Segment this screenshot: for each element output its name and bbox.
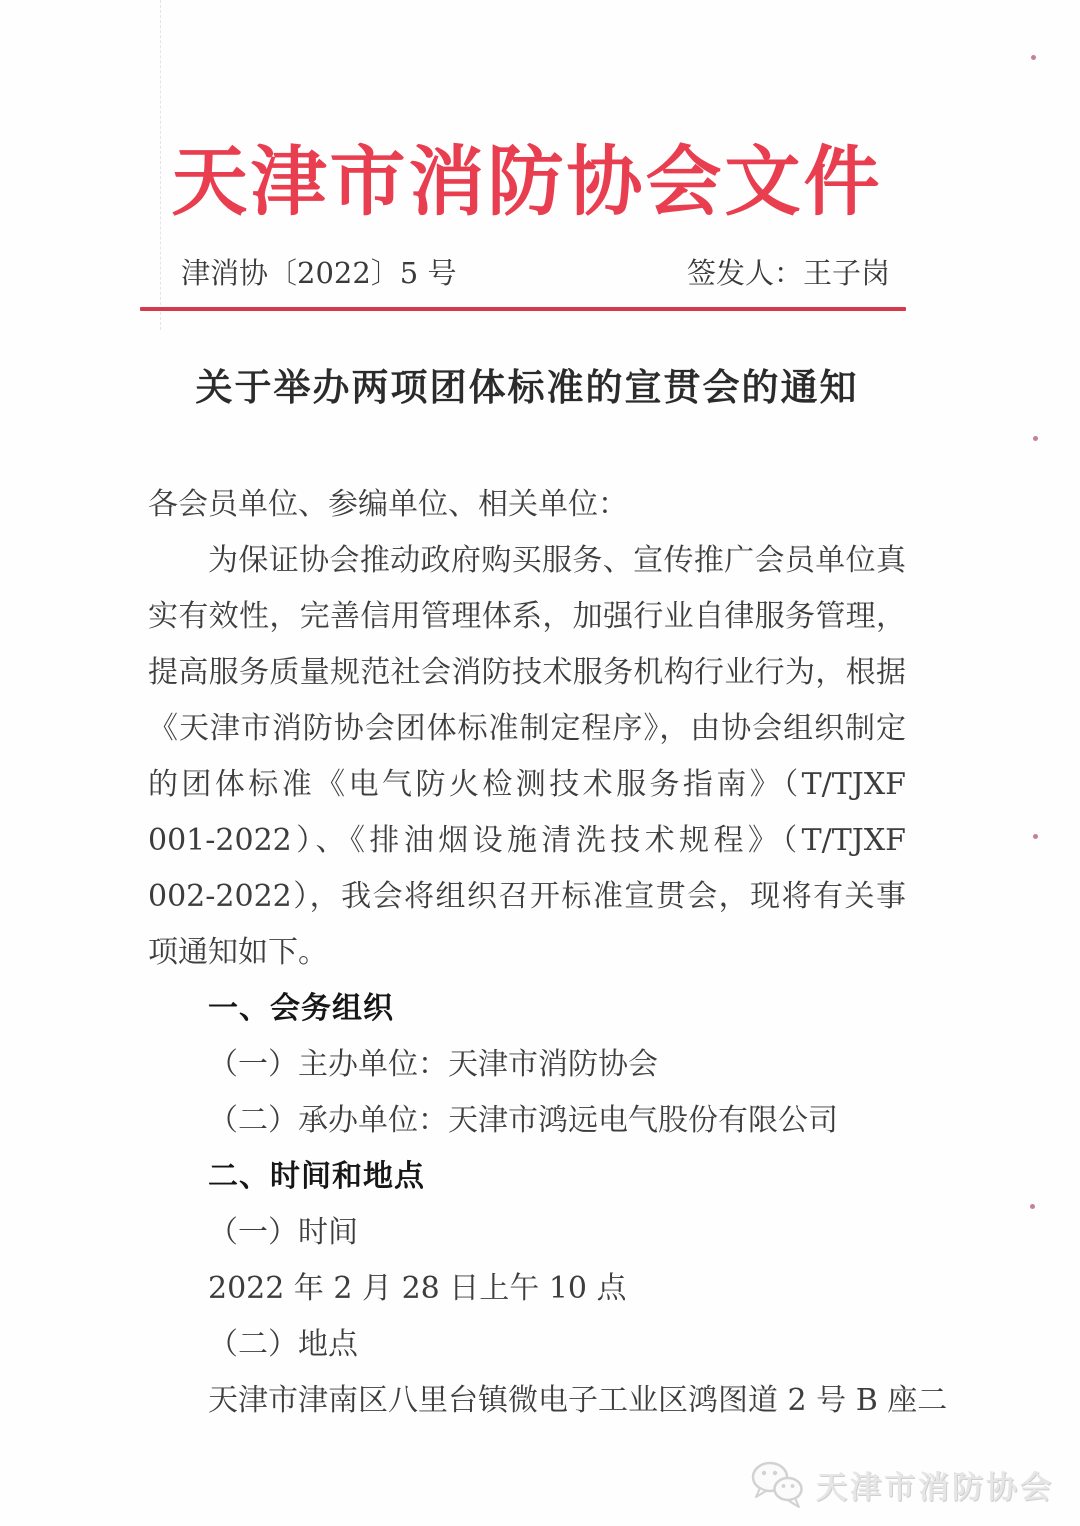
notice-title: 关于举办两项团体标准的宣贯会的通知 xyxy=(195,365,859,410)
section-item: 天津市津南区八里台镇微电子工业区鸿图道 2 号 B 座二 xyxy=(208,1383,948,1419)
letterhead-org-title: 天津市消防协会文件 xyxy=(171,137,883,226)
section-heading: 二、时间和地点 xyxy=(208,1159,425,1195)
section-item: （一）主办单位：天津市消防协会 xyxy=(208,1047,658,1083)
scan-speck xyxy=(1033,436,1038,441)
section-heading: 一、会务组织 xyxy=(208,991,394,1027)
scan-speck xyxy=(1033,834,1038,839)
watermark-text: 天津市消防协会 xyxy=(816,1469,1054,1506)
document-meta-row xyxy=(148,253,906,293)
section-item: （二）地点 xyxy=(208,1327,358,1363)
document-content xyxy=(148,0,948,1429)
body-paragraph: 为保证协会推动政府购买服务、宣传推广会员单位真实有效性，完善信用管理体系，加强行业自律服务管理，提高服务质量规范社会消防技术服务机构行业行为，根据《天津市消防协会团体标准制定程序》，由协会组织制定的团体标准《电气防火检测技术服务指南》（T/TJXF 001-2022）、《排油烟设施清洗技术规程》（T/TJXF 002-2022），我会将组织召开标准宣贯会，现将有关事项通知如下。 xyxy=(148,543,906,971)
scan-speck xyxy=(1030,1204,1035,1209)
salutation: 各会员单位、参编单位、相关单位： xyxy=(148,487,628,523)
section-item: 2022 年 2 月 28 日上午 10 点 xyxy=(208,1271,627,1307)
section-item: （一）时间 xyxy=(208,1215,358,1251)
wechat-icon xyxy=(748,1458,806,1510)
scan-speck xyxy=(1031,55,1036,60)
wechat-watermark xyxy=(748,1458,1054,1510)
issuer-name: 签发人：王子岗 xyxy=(686,256,890,291)
section-item: （二）承办单位：天津市鸿远电气股份有限公司 xyxy=(208,1103,838,1139)
document-number: 津消协〔2022〕5 号 xyxy=(181,256,457,291)
red-separator-rule xyxy=(140,307,906,311)
document-body xyxy=(148,477,948,1429)
